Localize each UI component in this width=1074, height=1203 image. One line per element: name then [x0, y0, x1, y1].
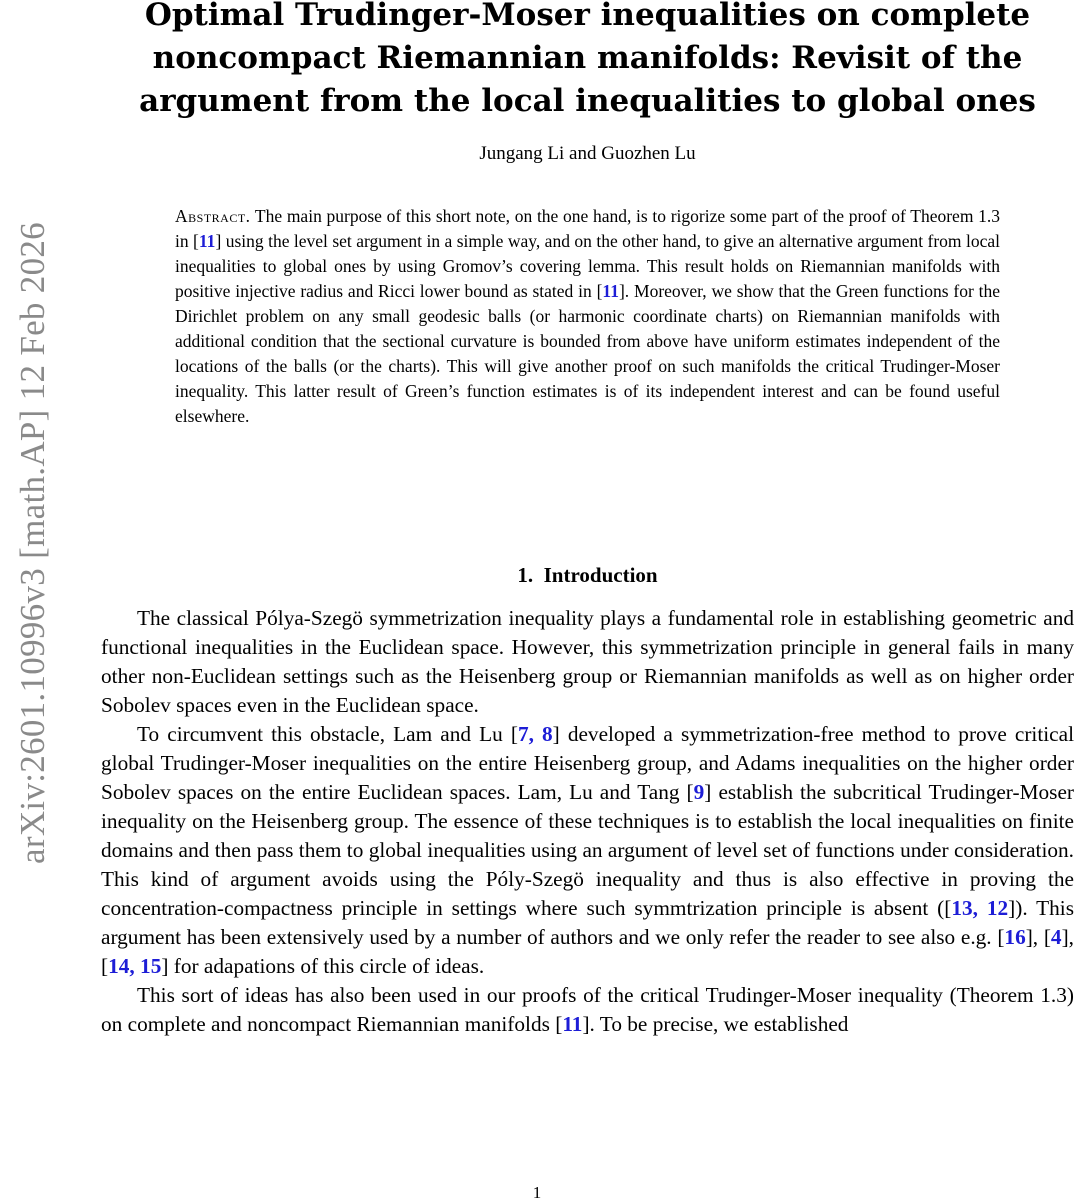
abstract-text-3: ]. Moreover, we show that the Green functions for the Dirichlet problem on any small geodesic balls (or harmonic coordinate charts) on Riemannian manifolds with additional condition that the sectional curvature is bounded from above have uniform estimates independent of the locations of the balls (or the charts). This will give another proof on such manifolds the critical Trudinger-Moser inequality. This latter result of Green’s function estimates is of its independent interest and can be found useful elsewhere.: [175, 281, 1000, 426]
citation-link[interactable]: 13, 12: [951, 896, 1009, 920]
abstract-text-2: ] using the level set argument in a simple way, and on the other hand, to give an alternative argument from local inequalities to global ones by using Gromov’s covering lemma. This result holds on Riemannian manifolds with positive injective radius and Ricci lower bound as stated in [: [175, 231, 1000, 301]
paragraph-2-text: ] establish the subcritical Trudinger-Moser inequality on the Heisenberg group. The essence of these techniques is to establish the local inequalities on finite domains and then pass them to global inequalities using an argument of level set of functions under consideration. This kind of argument avoids using the Póly-Szegö inequality and thus is also effective in proving the concentration-compactness principle in settings where such symmtrization principle is absent ([: [101, 780, 1074, 920]
citation-link[interactable]: 11: [602, 281, 619, 301]
title-line-3: argument from the local inequalities to global ones: [139, 83, 1036, 119]
paragraph-2-text: ]). This argument has been extensively used by a number of authors and we only refer the reader to see also e.g. [: [101, 896, 1074, 949]
paragraph-2-text: ] developed a symmetrization-free method to prove critical global Trudinger-Moser inequalities on the entire Heisenberg group, and Adams inequalities on the higher order Sobolev spaces on the entire Euclidean spaces. Lam, Lu and Tang [: [101, 722, 1074, 804]
paragraph-2: [101, 720, 1074, 981]
paragraph-2-text: ] for adapations of this circle of ideas.: [161, 954, 485, 978]
citation-link[interactable]: 4: [1050, 925, 1062, 949]
page-number: 1: [532, 1183, 542, 1202]
paragraph-2-text: ], [: [1025, 925, 1051, 949]
paragraph-3-text: ]. To be precise, we established: [582, 1012, 849, 1036]
section-number: 1.: [517, 563, 534, 587]
arxiv-side-stamp: [0, 135, 66, 950]
title-line-1: Optimal Trudinger-Moser inequalities on complete: [144, 0, 1031, 33]
abstract-label: Abstract.: [175, 206, 251, 226]
section-title: Introduction: [543, 563, 658, 587]
citation-link[interactable]: 7, 8: [517, 722, 553, 746]
paragraph-2-text: ], [: [101, 925, 1074, 978]
citation-link[interactable]: 11: [562, 1012, 583, 1036]
abstract: [175, 204, 1000, 429]
paper-title: [120, 0, 1055, 123]
abstract-text-1: The main purpose of this short note, on the one hand, is to rigorize some part of the proof of Theorem 1.3 in [: [175, 206, 1000, 251]
citation-link[interactable]: 14, 15: [108, 954, 162, 978]
citation-link[interactable]: 16: [1004, 925, 1026, 949]
body-text: [101, 604, 1074, 1039]
citation-link[interactable]: 9: [693, 780, 705, 804]
authors: Jungang Li and Guozhen Lu: [479, 143, 696, 164]
arxiv-identifier: arXiv:2601.10996v3 [math.AP] 12 Feb 2026: [13, 221, 53, 864]
paragraph-3-text: This sort of ideas has also been used in our proofs of the critical Trudinger-Moser inequality (Theorem 1.3) on complete and noncompact Riemannian manifolds [: [101, 983, 1074, 1036]
section-heading: [100, 563, 1074, 588]
paragraph-1: The classical Pólya-Szegö symmetrization inequality plays a fundamental role in establishing geometric and functional inequalities in the Euclidean space. However, this symmetrization principle in general fails in many other non-Euclidean settings such as the Heisenberg group or Riemannian manifolds as well as on higher order Sobolev spaces even in the Euclidean space.: [101, 606, 1074, 717]
paragraph-3: [101, 981, 1074, 1039]
paragraph-2-text: To circumvent this obstacle, Lam and Lu [: [137, 722, 518, 746]
citation-link[interactable]: 11: [198, 231, 216, 251]
title-line-2: noncompact Riemannian manifolds: Revisit of the: [152, 40, 1023, 76]
